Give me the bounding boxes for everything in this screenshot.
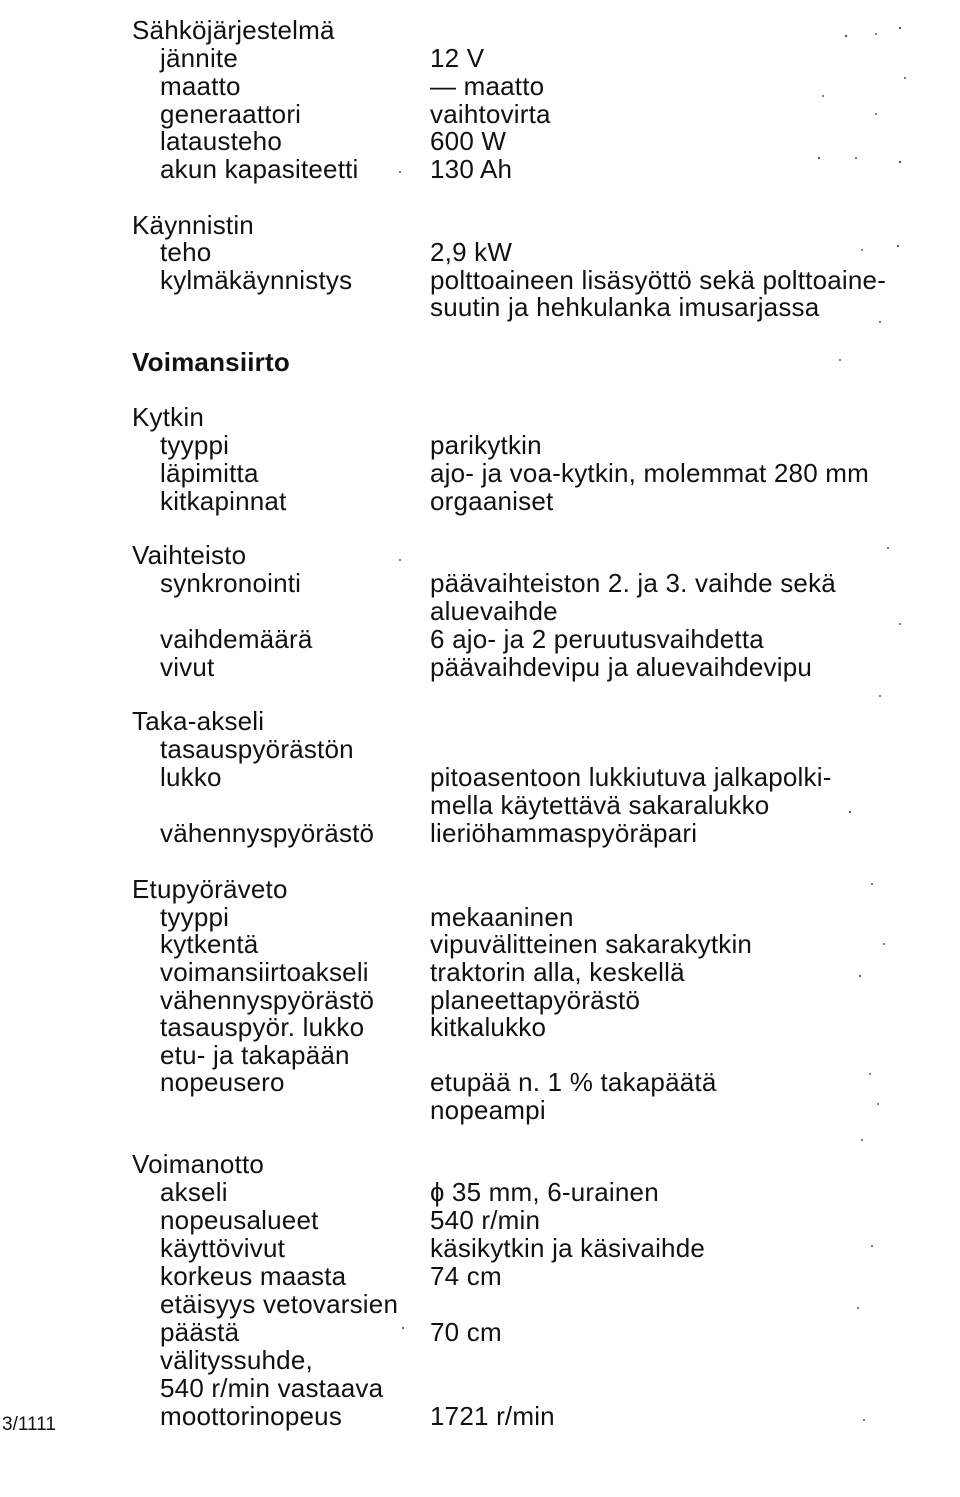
value-generator: vaihtovirta (430, 99, 551, 129)
value-differential-lock-cont: mella käytettävä sakaralukko (430, 790, 770, 820)
label-height-from-ground: korkeus maasta (160, 1261, 347, 1291)
label-speed-difference-cont: nopeusero (160, 1067, 285, 1097)
value-speed-difference: etupää n. 1 % takapäätä (430, 1067, 717, 1097)
value-clutch-diameter: ajo- ja voa-kytkin, molemmat 280 mm (430, 458, 870, 488)
section-heading-transmission: Voimansiirto (132, 347, 290, 377)
label-gear-count: vaihdemäärä (160, 624, 313, 654)
value-engine-speed: 1721 r/min (430, 1401, 555, 1431)
label-ground: maatto (160, 71, 241, 101)
label-levers: vivut (160, 652, 215, 682)
value-synchronization-cont: aluevaihde (430, 596, 558, 626)
section-heading-front-wheel-drive: Etupyöräveto (132, 874, 288, 904)
section-heading-electrical: Sähköjärjestelmä (132, 15, 335, 45)
value-drive-shaft: traktorin alla, keskellä (430, 957, 685, 987)
value-pto-shaft: ɸ 35 mm, 6-urainen (430, 1177, 659, 1207)
label-control-levers: käyttövivut (160, 1233, 286, 1263)
value-engagement: vipuvälitteinen sakarakytkin (430, 929, 753, 959)
label-fwd-diff-lock: tasauspyör. lukko (160, 1012, 365, 1042)
value-fwd-type: mekaaninen (430, 902, 574, 932)
label-battery-capacity: akun kapasiteetti (160, 154, 359, 184)
label-voltage: jännite (160, 43, 239, 73)
label-distance-from-links: etäisyys vetovarsien (160, 1289, 399, 1319)
value-cold-start: polttoaineen lisäsyöttö sekä polttoaine- (430, 265, 887, 295)
section-heading-pto: Voimanotto (132, 1149, 265, 1179)
label-reduction-gear: vähennyspyörästö (160, 818, 375, 848)
value-clutch-type: parikytkin (430, 430, 542, 460)
value-cold-start-cont: suutin ja hehkulanka imusarjassa (430, 292, 820, 322)
value-control-levers: käsikytkin ja käsivaihde (430, 1233, 706, 1263)
value-reduction-gear: lieriöhammaspyöräpari (430, 818, 698, 848)
label-pto-shaft: akseli (160, 1177, 228, 1207)
value-fwd-reduction-gear: planeettapyörästö (430, 985, 641, 1015)
section-heading-rear-axle: Taka-akseli (132, 706, 265, 736)
label-engagement: kytkentä (160, 929, 259, 959)
label-generator: generaattori (160, 99, 302, 129)
label-fwd-reduction-gear: vähennyspyörästö (160, 985, 375, 1015)
label-differential-lock: lukko (160, 762, 222, 792)
label-starter-power: teho (160, 237, 212, 267)
label-distance-from-links-cont: päästä (160, 1317, 240, 1347)
value-gear-count: 6 ajo- ja 2 peruutusvaihdetta (430, 624, 764, 654)
label-gear-ratio-cont: 540 r/min vastaava (160, 1373, 384, 1403)
value-starter-power: 2,9 kW (430, 237, 513, 267)
label-engine-speed: moottorinopeus (160, 1401, 343, 1431)
label-gear-ratio: välityssuhde, (160, 1345, 313, 1375)
section-heading-clutch: Kytkin (132, 402, 205, 432)
label-clutch-diameter: läpimitta (160, 458, 259, 488)
label-drive-shaft: voimansiirtoakseli (160, 957, 369, 987)
value-distance-from-links: 70 cm (430, 1317, 502, 1347)
value-battery-capacity: 130 Ah (430, 154, 513, 184)
section-heading-gearbox: Vaihteisto (132, 540, 247, 570)
value-speed-ranges: 540 r/min (430, 1205, 541, 1235)
label-friction-surfaces: kitkapinnat (160, 486, 287, 516)
label-differential: tasauspyörästön (160, 734, 354, 764)
value-ground: — maatto (430, 71, 545, 101)
value-voltage: 12 V (430, 43, 485, 73)
value-fwd-diff-lock: kitkalukko (430, 1012, 547, 1042)
label-cold-start: kylmäkäynnistys (160, 265, 353, 295)
value-differential-lock: pitoasentoon lukkiutuva jalkapolki- (430, 762, 832, 792)
value-synchronization: päävaihteiston 2. ja 3. vaihde sekä (430, 568, 836, 598)
section-heading-starter: Käynnistin (132, 210, 254, 240)
value-speed-difference-cont: nopeampi (430, 1095, 546, 1125)
label-charging-power: latausteho (160, 126, 282, 156)
label-speed-difference: etu- ja takapään (160, 1040, 350, 1070)
page-code: 3/1111 (2, 1414, 56, 1435)
value-height-from-ground: 74 cm (430, 1261, 502, 1291)
value-charging-power: 600 W (430, 126, 507, 156)
label-fwd-type: tyyppi (160, 902, 230, 932)
value-friction-surfaces: orgaaniset (430, 486, 554, 516)
value-levers: päävaihdevipu ja aluevaihdevipu (430, 652, 813, 682)
label-speed-ranges: nopeusalueet (160, 1205, 319, 1235)
label-clutch-type: tyyppi (160, 430, 230, 460)
label-synchronization: synkronointi (160, 568, 302, 598)
